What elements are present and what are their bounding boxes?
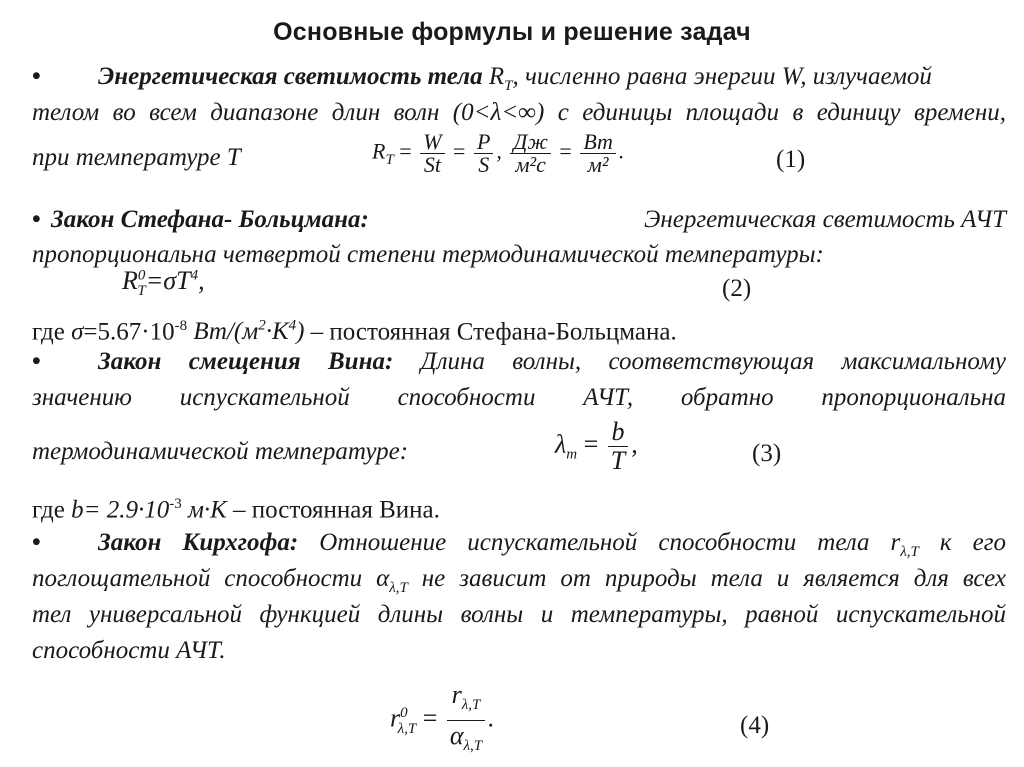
- s3-note: где $b= 2.9\cdot 10^{-3}$ м·К – постоянная Вина.: [32, 496, 440, 524]
- s2-line1: • Закон Стефана- Больцмана: Энергетическая светимость АЧТ: [32, 206, 1006, 233]
- s4-line2: поглощательной способности $\alpha_{\lambda,T}$ не зависит от природы тела и является для всех: [32, 565, 1006, 596]
- eq-num-2: (2): [722, 275, 752, 302]
- s1-line1: [32, 62, 1006, 101]
- s3-line3: термодинамической температуре:: [32, 438, 409, 465]
- s3-line2: значению испускательной способности АЧТ, обратно пропорциональна: [32, 384, 1006, 411]
- s4-term: Закон Кирхгофа:: [98, 529, 299, 556]
- formula-1: $R_T$ = $\frac{W}{St}$ = $\frac{P}{S}$ , $\frac{Дж}{\text{м²с}}$ = $\frac{Вт}{\text{м²}}$ .: [372, 129, 625, 177]
- s3-line1: • Закон смещения Вина: Длина волны, соответствующая максимальному: [32, 348, 1006, 375]
- formula-3: $\lambda_m$ = $\frac{b}{T}$ ,: [555, 417, 638, 475]
- s2-term: Закон Стефана- Больцмана:: [51, 206, 369, 233]
- s4-line1: • Закон Кирхгофа: Отношение испускательной способности тела $r_{\lambda,T}$ к его: [32, 529, 1006, 560]
- eq-num-4: (4): [740, 712, 770, 739]
- frac-j-m2s: $\frac{Дж}{\text{м²с}}$: [510, 131, 550, 176]
- s4-line4: способности АЧТ.: [32, 637, 226, 664]
- frac-p-s: $\frac{P}{S}$: [474, 131, 493, 176]
- s1-line2: телом во всем диапазоне длин волн (0<λ<∞) с единицы площади в единицу времени,: [32, 99, 1006, 126]
- s1-sym: $R_T$: [488, 63, 513, 94]
- s4-line3: тел универсальной функцией длины волны и температуры, равной испускательной: [32, 601, 1006, 628]
- formula-4: $r^0_{\lambda,T}$ = $\frac{r_{\lambda,T}}{\alpha_{\lambda,T}}$ .: [390, 680, 495, 755]
- frac-w-st: $\frac{W}{St}$: [420, 131, 444, 176]
- s2-line1-rest: Энергетическая светимость АЧТ: [644, 206, 1006, 233]
- s1-term: Энергетическая светимость тела: [98, 63, 483, 90]
- s2-line2: пропорциональна четвертой степени термодинамической температуры:: [32, 241, 824, 268]
- formula-2: $R^0_T=\sigma T^4$,: [122, 266, 205, 300]
- eq-num-1: (1): [776, 146, 806, 173]
- s3-term: Закон смещения Вина:: [98, 348, 394, 375]
- page-title: Основные формулы и решение задач: [273, 18, 751, 46]
- eq-num-3: (3): [752, 440, 782, 467]
- frac-w-m2: $\frac{Вт}{\text{м²}}$: [580, 131, 616, 176]
- s1-line3: при температуре T: [32, 144, 241, 171]
- s1-rest1: , численно равна энергии W, излучаемой: [512, 63, 932, 90]
- bullet-1: •: [32, 63, 41, 90]
- s2-note: где $\sigma=5.67\cdot 10^{-8}$ $Вт/(м^2\cdot К^4)$ – постоянная Стефана-Больцмана.: [32, 318, 677, 346]
